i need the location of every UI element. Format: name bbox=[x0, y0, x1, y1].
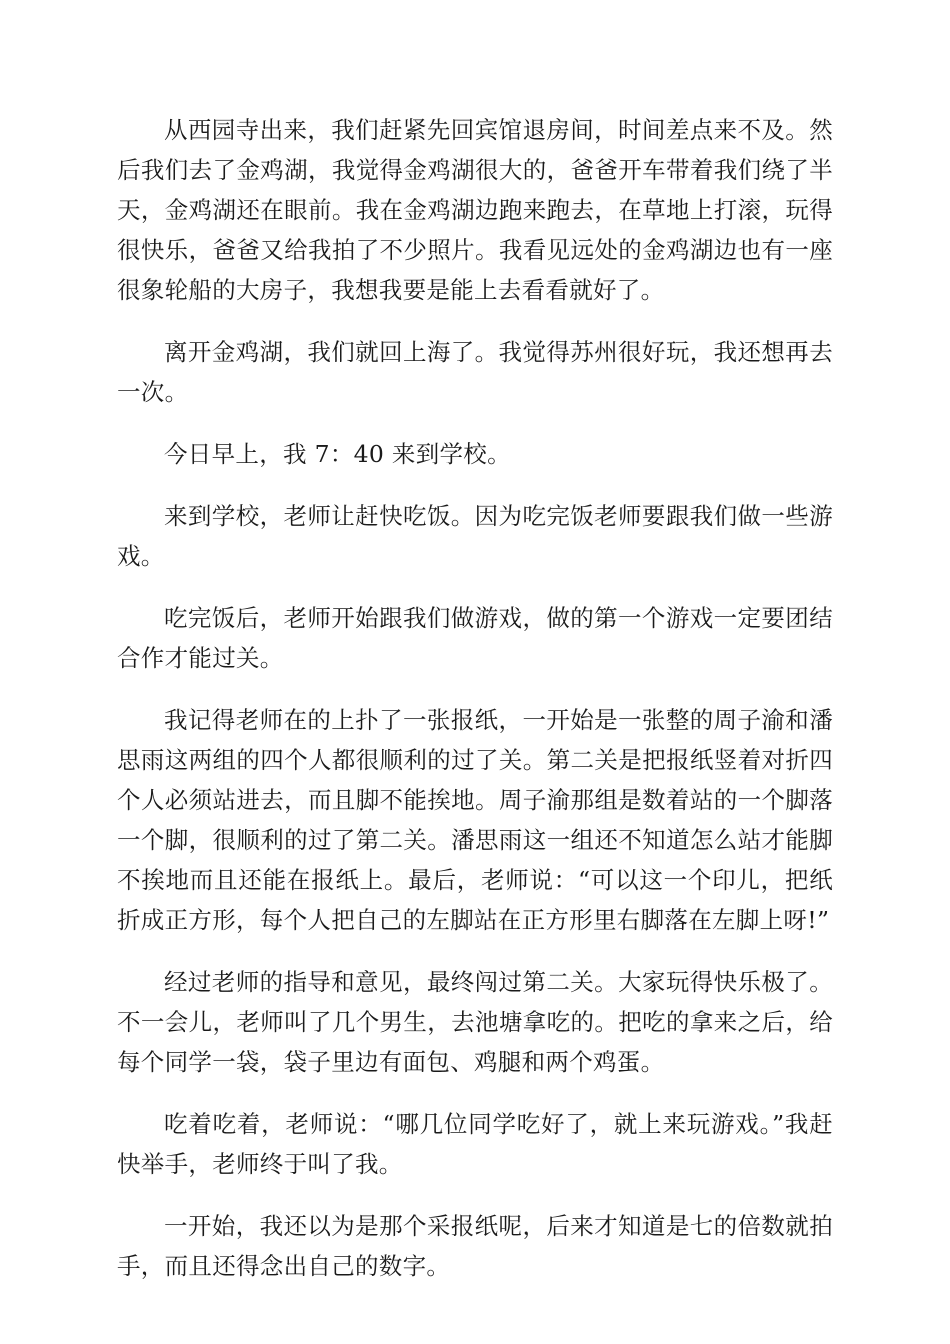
paragraph-2: 离开金鸡湖，我们就回上海了。我觉得苏州很好玩，我还想再去一次。 bbox=[117, 338, 833, 406]
paragraph-8: 吃着吃着，老师说：“哪几位同学吃好了，就上来玩游戏。”我赶快举手，老师终于叫了我。 bbox=[117, 1110, 833, 1178]
paragraph-6: 我记得老师在的上扑了一张报纸，一开始是一张整的周子渝和潘思雨这两组的四个人都很顺利的过了关。第二关是把报纸竖着对折四个人必须站进去，而且脚不能挨地。周子渝那组是数着站的一个脚落一个脚，很顺利的过了第二关。潘思雨这一组还不知道怎么站才能脚不挨地而且还能在报纸上。最后，老师说：“可以这一个印儿，把纸折成正方形，每个人把自己的左脚站在正方形里右脚落在左脚上呀!” bbox=[117, 706, 833, 934]
paragraph-1: 从西园寺出来，我们赶紧先回宾馆退房间，时间差点来不及。然后我们去了金鸡湖，我觉得金鸡湖很大的，爸爸开车带着我们绕了半天，金鸡湖还在眼前。我在金鸡湖边跑来跑去，在草地上打滚，玩得很快乐，爸爸又给我拍了不少照片。我看见远处的金鸡湖边也有一座很象轮船的大房子，我想我要是能上去看看就好了。 bbox=[117, 116, 833, 304]
paragraph-9: 一开始，我还以为是那个采报纸呢，后来才知道是七的倍数就拍手，而且还得念出自己的数字。 bbox=[117, 1212, 833, 1280]
paragraph-3: 今日早上，我 7：40 来到学校。 bbox=[164, 440, 511, 468]
document-body bbox=[117, 110, 833, 1308]
paragraph-7: 经过老师的指导和意见，最终闯过第二关。大家玩得快乐极了。不一会儿，老师叫了几个男生，去池塘拿吃的。把吃的拿来之后，给每个同学一袋，袋子里边有面包、鸡腿和两个鸡蛋。 bbox=[117, 968, 833, 1076]
paragraph-5: 吃完饭后，老师开始跟我们做游戏，做的第一个游戏一定要团结合作才能过关。 bbox=[117, 604, 833, 672]
paragraph-4: 来到学校，老师让赶快吃饭。因为吃完饭老师要跟我们做一些游戏。 bbox=[117, 502, 833, 570]
